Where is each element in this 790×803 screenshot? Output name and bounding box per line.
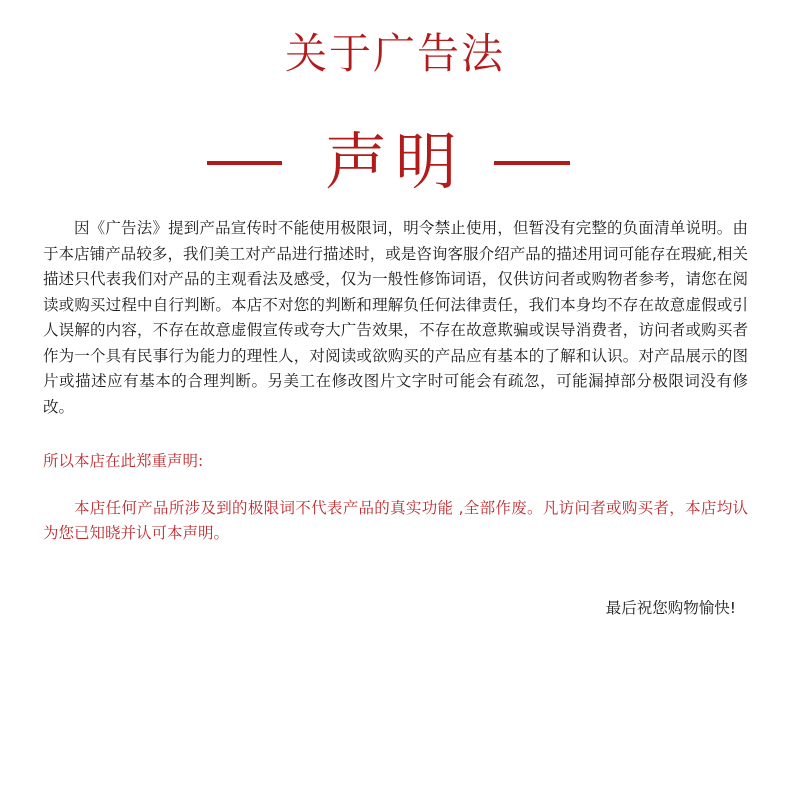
declaration-paragraph: 本店任何产品所涉及到的极限词不代表产品的真实功能 ,全部作废。凡访问者或购买者，本店均认为您已知晓并认可本声明。: [43, 499, 748, 542]
disclaimer-paragraph: 因《广告法》提到产品宣传时不能使用极限词，明令禁止使用，但暂没有完整的负面清单说明。由于本店铺产品较多，我们美工对产品进行描述时，或是咨询客服介绍产品的描述用词可能存在瑕疵,相关描述只代表我们对产品的主观看法及感受，仅为一般性修饰词语，仅供访问者或购物者参考，请您在阅读或购买过程中自行判断。本店不对您的判断和理解负任何法律责任，我们本身均不存在故意虚假或引人误解的内容，不存在故意虚假宣传或夸大广告效果，不存在故意欺骗或误导消费者，访问者或购买者作为一个具有民事行为能力的理性人，对阅读或欲购买的产品应有基本的了解和认识。对产品展示的图片或描述应有基本的合理判断。另美工在修改图片文字时可能会有疏忽，可能漏掉部分极限词没有修改。: [43, 219, 748, 416]
page-subtitle: 声明: [324, 125, 465, 198]
page-title: 关于广告法: [284, 29, 505, 78]
declaration-label: 所以本店在此郑重声明:: [43, 452, 204, 470]
right-dash-decoration: [494, 161, 570, 165]
closing-line: 最后祝您购物愉快!: [605, 599, 736, 617]
subtitle-row: [0, 124, 790, 200]
